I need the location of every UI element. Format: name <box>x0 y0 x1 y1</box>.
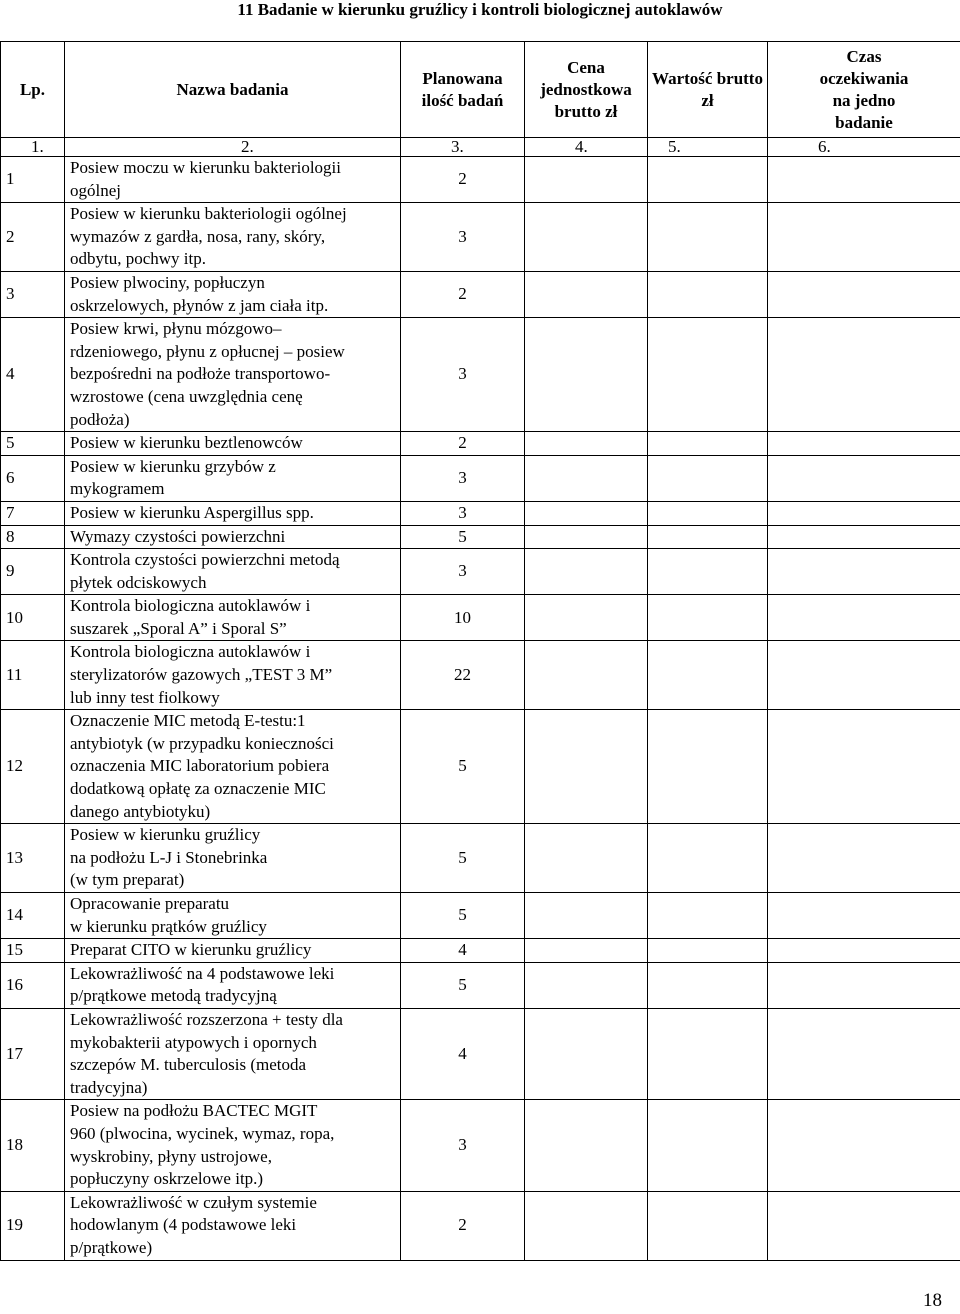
test-name <box>65 1100 401 1191</box>
column-number: 3. <box>401 138 525 157</box>
test-name-line: Posiew plwociny, popłuczyn <box>70 272 265 292</box>
unit-price-cell[interactable] <box>525 1008 648 1099</box>
unit-price-cell[interactable] <box>525 549 648 595</box>
test-name-line: ogólnej <box>70 180 121 200</box>
row-number: 9 <box>1 549 65 595</box>
row-number: 18 <box>1 1100 65 1191</box>
unit-price-cell[interactable] <box>525 1100 648 1191</box>
header-row <box>1 42 960 138</box>
table-row <box>1 271 960 317</box>
row-number: 11 <box>1 641 65 710</box>
waiting-time-cell[interactable] <box>768 893 960 939</box>
test-name-line: Lekowrażliwość na 4 podstawowe leki <box>70 963 335 983</box>
row-number: 10 <box>1 595 65 641</box>
row-number: 7 <box>1 501 65 525</box>
table-row <box>1 893 960 939</box>
unit-price-cell[interactable] <box>525 271 648 317</box>
waiting-time-cell[interactable] <box>768 203 960 272</box>
waiting-time-cell[interactable] <box>768 455 960 501</box>
gross-value-cell[interactable] <box>648 710 768 824</box>
unit-price-cell[interactable] <box>525 203 648 272</box>
test-name-line: lub inny test fiolkowy <box>70 687 220 707</box>
test-name-line: sterylizatorów gazowych „TEST 3 M” <box>70 665 333 685</box>
unit-price-cell[interactable] <box>525 318 648 432</box>
test-name-line: szczepów M. tuberculosis (metoda <box>70 1055 307 1075</box>
waiting-time-cell[interactable] <box>768 549 960 595</box>
planned-quantity: 5 <box>401 962 525 1008</box>
gross-value-cell[interactable] <box>648 271 768 317</box>
unit-price-cell[interactable] <box>525 710 648 824</box>
test-name-line: oznaczenia MIC laboratorium pobiera <box>70 756 330 776</box>
planned-quantity: 3 <box>401 318 525 432</box>
table-row <box>1 641 960 710</box>
test-name <box>65 549 401 595</box>
table-row <box>1 203 960 272</box>
gross-value-cell[interactable] <box>648 595 768 641</box>
planned-quantity: 5 <box>401 525 525 549</box>
header-lp: Lp. <box>1 42 65 138</box>
unit-price-cell[interactable] <box>525 824 648 893</box>
test-name-line: p/prątkowe) <box>70 1237 153 1257</box>
planned-quantity: 5 <box>401 893 525 939</box>
column-number: 5. <box>648 138 768 157</box>
row-number: 15 <box>1 939 65 963</box>
gross-value-cell[interactable] <box>648 962 768 1008</box>
test-name-line: 960 (plwocina, wycinek, wymaz, ropa, <box>70 1123 335 1143</box>
unit-price-cell[interactable] <box>525 893 648 939</box>
planned-quantity: 2 <box>401 271 525 317</box>
test-name-line: popłuczyny oskrzelowe itp.) <box>70 1169 264 1189</box>
test-name <box>65 157 401 203</box>
test-name-line: Opracowanie preparatu <box>70 894 230 913</box>
row-number: 13 <box>1 824 65 893</box>
test-name-line: bezpośredni na podłoże transportowo- <box>70 364 331 384</box>
unit-price-cell[interactable] <box>525 595 648 641</box>
planned-quantity: 3 <box>401 501 525 525</box>
table-row <box>1 501 960 525</box>
planned-quantity: 2 <box>401 1191 525 1260</box>
waiting-time-cell[interactable] <box>768 157 960 203</box>
waiting-time-cell[interactable] <box>768 525 960 549</box>
gross-value-cell[interactable] <box>648 1191 768 1260</box>
waiting-time-cell[interactable] <box>768 1100 960 1191</box>
test-name <box>65 455 401 501</box>
test-name-line: mykogramem <box>70 479 165 499</box>
unit-price-cell[interactable] <box>525 501 648 525</box>
table-row <box>1 962 960 1008</box>
gross-value-cell[interactable] <box>648 549 768 595</box>
table-row <box>1 824 960 893</box>
test-name <box>65 1008 401 1099</box>
gross-value-cell[interactable] <box>648 318 768 432</box>
test-name-line: na podłożu L-J i Stonebrinka <box>70 847 268 867</box>
column-number: 4. <box>525 138 648 157</box>
test-name-line: Wymazy czystości powierzchni <box>70 526 286 546</box>
test-name-line: Lekowrażliwość w czułym systemie <box>70 1192 317 1212</box>
gross-value-cell[interactable] <box>648 157 768 203</box>
page-number: 18 <box>923 1290 942 1311</box>
test-name-line: wymazów z gardła, nosa, rany, skóry, <box>70 226 326 246</box>
gross-value-cell[interactable] <box>648 824 768 893</box>
header-time: Czas oczekiwania na jedno badanie <box>768 42 960 138</box>
planned-quantity: 3 <box>401 549 525 595</box>
test-name-line: Posiew w kierunku beztlenowców <box>70 433 303 453</box>
test-name-line: podłoża) <box>70 409 130 429</box>
column-number: 2. <box>65 138 401 157</box>
test-name-line: p/prątkowe metodą tradycyjną <box>70 986 277 1006</box>
test-name-line: płytek odciskowych <box>70 572 207 592</box>
test-name-line: Preparat CITO w kierunku gruźlicy <box>70 940 312 960</box>
table-row <box>1 595 960 641</box>
row-number: 17 <box>1 1008 65 1099</box>
planned-quantity: 3 <box>401 1100 525 1191</box>
test-name-line: dodatkową opłatę za oznaczenie MIC <box>70 779 326 799</box>
test-name-line: Posiew moczu w kierunku bakteriologii <box>70 158 342 177</box>
table-row <box>1 1191 960 1260</box>
planned-quantity: 22 <box>401 641 525 710</box>
test-name-line: odbytu, pochwy itp. <box>70 249 206 269</box>
row-number: 2 <box>1 203 65 272</box>
row-number: 16 <box>1 962 65 1008</box>
test-name-line: hodowlanym (4 podstawowe leki <box>70 1215 297 1235</box>
row-number: 19 <box>1 1191 65 1260</box>
row-number: 5 <box>1 432 65 456</box>
gross-value-cell[interactable] <box>648 893 768 939</box>
waiting-time-cell[interactable] <box>768 318 960 432</box>
header-value: Wartość brutto zł <box>648 42 768 138</box>
gross-value-cell[interactable] <box>648 432 768 456</box>
test-name-line: wyskrobiny, płyny ustrojowe, <box>70 1146 272 1166</box>
gross-value-cell[interactable] <box>648 525 768 549</box>
test-name <box>65 1191 401 1260</box>
tests-table <box>0 41 960 1261</box>
waiting-time-cell[interactable] <box>768 1008 960 1099</box>
gross-value-cell[interactable] <box>648 641 768 710</box>
planned-quantity: 10 <box>401 595 525 641</box>
gross-value-cell[interactable] <box>648 501 768 525</box>
waiting-time-cell[interactable] <box>768 710 960 824</box>
test-name-line: Posiew na podłożu BACTEC MGIT <box>70 1101 318 1121</box>
row-number: 6 <box>1 455 65 501</box>
row-number: 14 <box>1 893 65 939</box>
test-name-line: Kontrola biologiczna autoklawów i <box>70 642 311 662</box>
test-name-line: Posiew w kierunku bakteriologii ogólnej <box>70 204 347 224</box>
test-name <box>65 432 401 456</box>
header-name: Nazwa badania <box>65 42 401 138</box>
table-row <box>1 549 960 595</box>
test-name <box>65 641 401 710</box>
column-number: 1. <box>1 138 65 157</box>
planned-quantity: 2 <box>401 432 525 456</box>
table-row <box>1 318 960 432</box>
waiting-time-cell[interactable] <box>768 1191 960 1260</box>
waiting-time-cell[interactable] <box>768 824 960 893</box>
table-row <box>1 1100 960 1191</box>
test-name <box>65 595 401 641</box>
column-number-row <box>1 138 960 157</box>
test-name <box>65 525 401 549</box>
header-qty: Planowana ilość badań <box>401 42 525 138</box>
table-row <box>1 157 960 203</box>
unit-price-cell[interactable] <box>525 525 648 549</box>
table-row <box>1 525 960 549</box>
test-name-line: Kontrola biologiczna autoklawów i <box>70 596 311 616</box>
waiting-time-cell[interactable] <box>768 962 960 1008</box>
test-name-line: Kontrola czystości powierzchni metodą <box>70 550 340 570</box>
row-number: 8 <box>1 525 65 549</box>
waiting-time-cell[interactable] <box>768 641 960 710</box>
test-name-line: Posiew w kierunku Aspergillus spp. <box>70 502 314 522</box>
row-number: 4 <box>1 318 65 432</box>
test-name-line: antybiotyk (w przypadku konieczności <box>70 733 334 753</box>
gross-value-cell[interactable] <box>648 455 768 501</box>
column-number: 6. <box>768 138 960 157</box>
unit-price-cell[interactable] <box>525 157 648 203</box>
unit-price-cell[interactable] <box>525 939 648 963</box>
unit-price-cell[interactable] <box>525 455 648 501</box>
test-name <box>65 318 401 432</box>
test-name-line: mykobakterii atypowych i opornych <box>70 1032 317 1052</box>
planned-quantity: 5 <box>401 710 525 824</box>
unit-price-cell[interactable] <box>525 962 648 1008</box>
gross-value-cell[interactable] <box>648 1008 768 1099</box>
test-name <box>65 824 401 893</box>
planned-quantity: 2 <box>401 157 525 203</box>
waiting-time-cell[interactable] <box>768 501 960 525</box>
planned-quantity: 4 <box>401 1008 525 1099</box>
row-number: 1 <box>1 157 65 203</box>
test-name <box>65 962 401 1008</box>
test-name-line: tradycyjna) <box>70 1077 148 1097</box>
test-name-line: (w tym preparat) <box>70 870 185 890</box>
header-price: Cena jednostkowa brutto zł <box>525 42 648 138</box>
test-name-line: rdzeniowego, płynu z opłucnej – posiew <box>70 341 345 361</box>
test-name <box>65 893 401 939</box>
waiting-time-cell[interactable] <box>768 939 960 963</box>
table-row <box>1 1008 960 1099</box>
planned-quantity: 5 <box>401 824 525 893</box>
table-row <box>1 939 960 963</box>
gross-value-cell[interactable] <box>648 203 768 272</box>
unit-price-cell[interactable] <box>525 1191 648 1260</box>
test-name-line: Posiew w kierunku gruźlicy <box>70 825 261 845</box>
planned-quantity: 3 <box>401 455 525 501</box>
unit-price-cell[interactable] <box>525 641 648 710</box>
table-row <box>1 710 960 824</box>
test-name-line: danego antybiotyku) <box>70 801 211 821</box>
row-number: 3 <box>1 271 65 317</box>
test-name-line: wzrostowe (cena uwzględnia cenę <box>70 386 303 406</box>
unit-price-cell[interactable] <box>525 432 648 456</box>
test-name-line: oskrzelowych, płynów z jam ciała itp. <box>70 295 329 315</box>
waiting-time-cell[interactable] <box>768 271 960 317</box>
test-name <box>65 203 401 272</box>
test-name-line: Posiew w kierunku grzybów z <box>70 456 276 476</box>
test-name <box>65 271 401 317</box>
waiting-time-cell[interactable] <box>768 432 960 456</box>
test-name-line: suszarek „Sporal A” i Sporal S” <box>70 618 287 638</box>
test-name-line: w kierunku prątków gruźlicy <box>70 916 267 936</box>
planned-quantity: 3 <box>401 203 525 272</box>
test-name <box>65 710 401 824</box>
gross-value-cell[interactable] <box>648 939 768 963</box>
test-name-line: Posiew krwi, płynu mózgowo– <box>70 319 282 339</box>
test-name-line: Lekowrażliwość rozszerzona + testy dla <box>70 1009 343 1029</box>
row-number: 12 <box>1 710 65 824</box>
test-name <box>65 501 401 525</box>
test-name-line: Oznaczenie MIC metodą E-testu:1 <box>70 711 306 731</box>
planned-quantity: 4 <box>401 939 525 963</box>
document-title: 11 Badanie w kierunku gruźlicy i kontroli biologicznej autoklawów <box>237 0 723 19</box>
waiting-time-cell[interactable] <box>768 595 960 641</box>
table-row <box>1 455 960 501</box>
gross-value-cell[interactable] <box>648 1100 768 1191</box>
table-row <box>1 432 960 456</box>
test-name <box>65 939 401 963</box>
